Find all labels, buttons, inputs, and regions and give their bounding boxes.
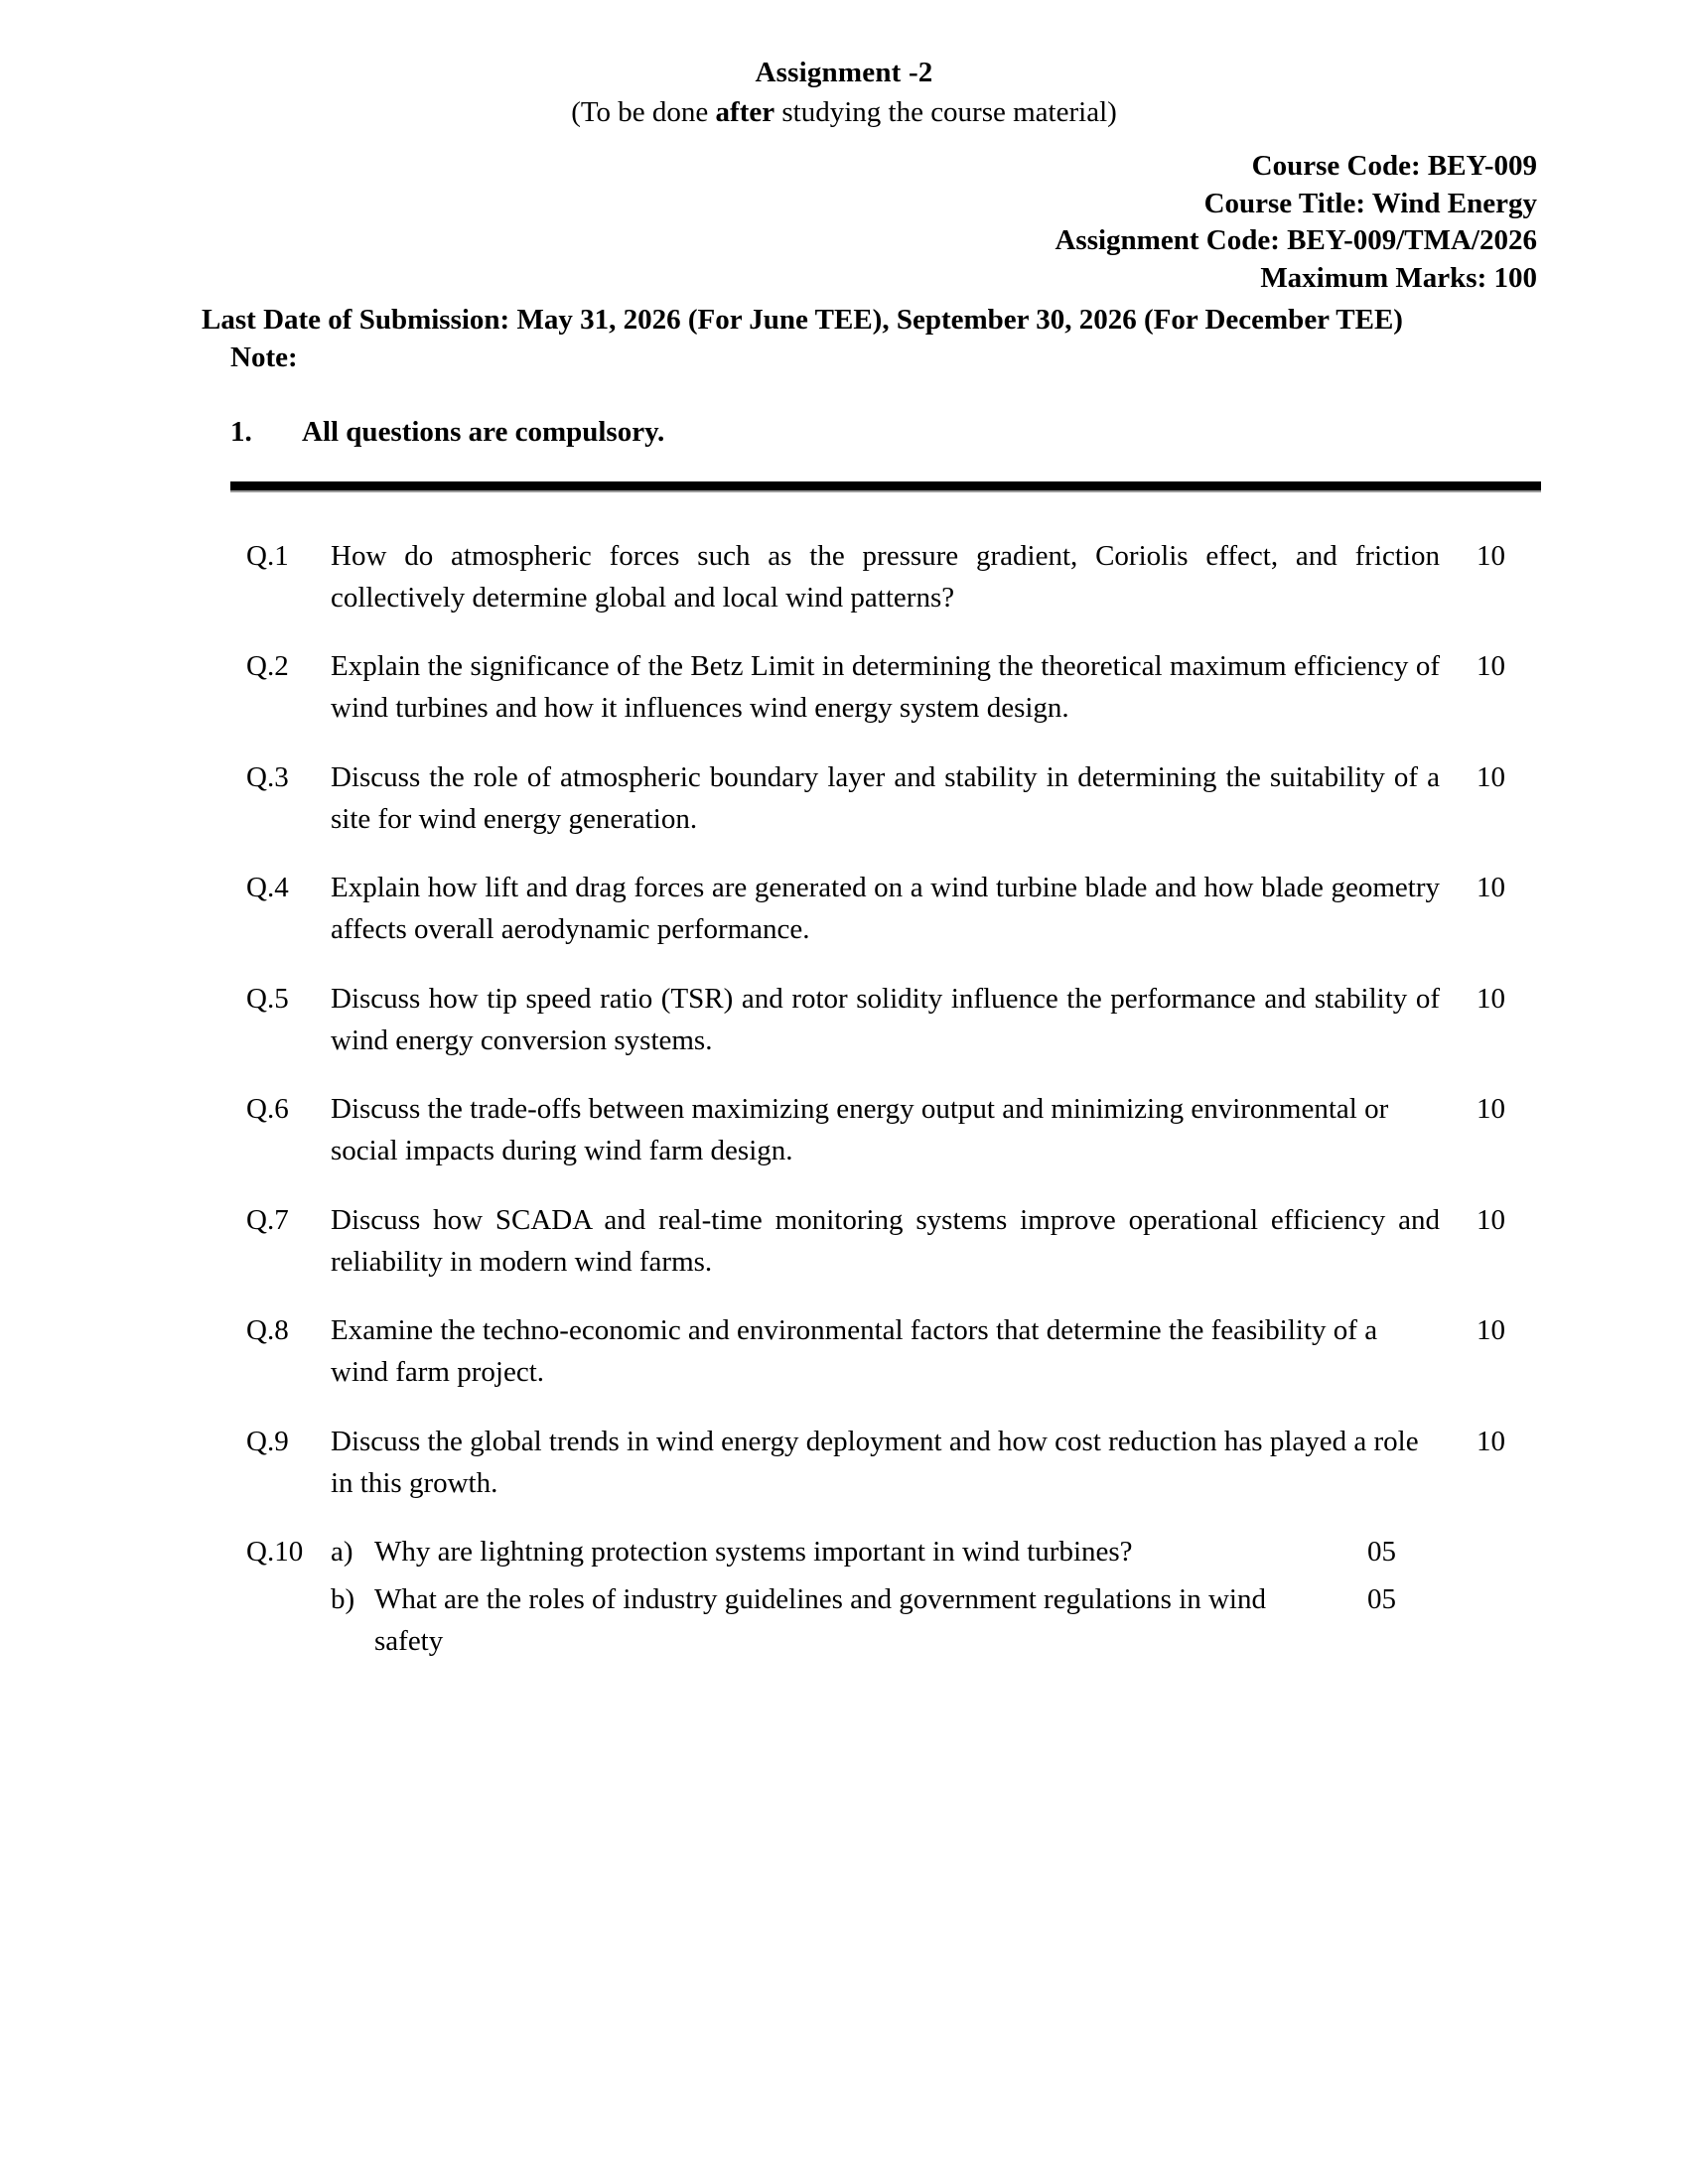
- note-item-text: All questions are compulsory.: [302, 416, 665, 449]
- document-subtitle: [0, 94, 1688, 132]
- question-marks: 10: [1477, 1314, 1505, 1347]
- subpart-marks: 05: [1367, 1583, 1396, 1616]
- note-label: Note:: [230, 341, 298, 373]
- questions-list: [0, 536, 1688, 1663]
- question-row: [0, 1089, 1688, 1172]
- question-row: [0, 979, 1688, 1062]
- note-list-item: [0, 414, 1688, 452]
- question-label: Q.8: [246, 1314, 289, 1347]
- subtitle-text-before: (To be done: [571, 96, 716, 129]
- question-marks: 10: [1477, 1203, 1505, 1236]
- subtitle-text-after: studying the course material): [774, 96, 1117, 129]
- question-row: [0, 1310, 1688, 1394]
- question-label: Q.5: [246, 982, 289, 1015]
- header-divider-rule: [230, 481, 1541, 492]
- question-text: Discuss the role of atmospheric boundary layer and stability in determining the suitability of a site for wind energy generation.: [331, 760, 1440, 835]
- maximum-marks-line: Maximum Marks: 100: [1260, 262, 1537, 295]
- question-label: Q.7: [246, 1203, 289, 1236]
- question-row: [0, 536, 1688, 619]
- note-item-number: 1.: [230, 416, 252, 449]
- course-code-line: Course Code: BEY-009: [1251, 150, 1537, 183]
- question-text: Explain the significance of the Betz Limit in determining the theoretical maximum efficiency of wind turbines and how it influences wind energy system design.: [331, 650, 1440, 725]
- question-label: Q.10: [246, 1536, 304, 1569]
- question-marks: 10: [1477, 872, 1505, 904]
- last-date-of-submission-line: Last Date of Submission: May 31, 2026 (For June TEE), September 30, 2026 (For December TEE): [202, 303, 1403, 336]
- subtitle-emphasis: after: [715, 96, 775, 129]
- question-marks: 10: [1477, 539, 1505, 572]
- question-text: Explain how lift and drag forces are generated on a wind turbine blade and how blade geometry affects overall aerodynamic performance.: [331, 872, 1440, 946]
- question-text: Discuss the trade-offs between maximizing energy output and minimizing environmental or social impacts during wind farm design.: [331, 1093, 1389, 1167]
- question-subparts: [331, 1532, 1440, 1662]
- question-row: [0, 1532, 1688, 1662]
- question-text: Examine the techno-economic and environmental factors that determine the feasibility of a wind farm project.: [331, 1314, 1378, 1389]
- question-row: [0, 868, 1688, 951]
- question-label: Q.1: [246, 539, 289, 572]
- course-meta-block: [0, 148, 1688, 298]
- question-marks: 10: [1477, 982, 1505, 1015]
- document-header: [0, 0, 1688, 492]
- course-title-line: Course Title: Wind Energy: [1203, 187, 1537, 219]
- question-subpart-row: [331, 1532, 1440, 1573]
- question-label: Q.6: [246, 1093, 289, 1126]
- assignment-code-line: Assignment Code: BEY-009/TMA/2026: [1055, 224, 1537, 257]
- question-text: Discuss how SCADA and real-time monitoring systems improve operational efficiency and reliability in modern wind farms.: [331, 1203, 1440, 1278]
- question-label: Q.9: [246, 1425, 289, 1457]
- question-row: [0, 1422, 1688, 1505]
- subpart-text: What are the roles of industry guidelines and government regulations in wind safety: [374, 1583, 1266, 1657]
- subpart-letter: a): [331, 1536, 353, 1569]
- subpart-letter: b): [331, 1583, 355, 1616]
- question-marks: 10: [1477, 1425, 1505, 1457]
- page-title: Assignment -2: [755, 57, 933, 88]
- question-marks: 10: [1477, 650, 1505, 683]
- question-row: [0, 1200, 1688, 1284]
- question-row: [0, 757, 1688, 841]
- question-text: Discuss how tip speed ratio (TSR) and rotor solidity influence the performance and stability of wind energy conversion systems.: [331, 982, 1440, 1056]
- question-label: Q.2: [246, 650, 289, 683]
- question-marks: 10: [1477, 760, 1505, 793]
- subpart-text: Why are lightning protection systems important in wind turbines?: [374, 1536, 1133, 1569]
- question-label: Q.4: [246, 872, 289, 904]
- question-text: How do atmospheric forces such as the pressure gradient, Coriolis effect, and friction collectively determine global and local wind patterns?: [331, 539, 1440, 614]
- question-text: Discuss the global trends in wind energy deployment and how cost reduction has played a role in this growth.: [331, 1425, 1419, 1499]
- question-subpart-row: [331, 1579, 1440, 1663]
- question-label: Q.3: [246, 760, 289, 793]
- subpart-marks: 05: [1367, 1536, 1396, 1569]
- question-row: [0, 646, 1688, 730]
- question-marks: 10: [1477, 1093, 1505, 1126]
